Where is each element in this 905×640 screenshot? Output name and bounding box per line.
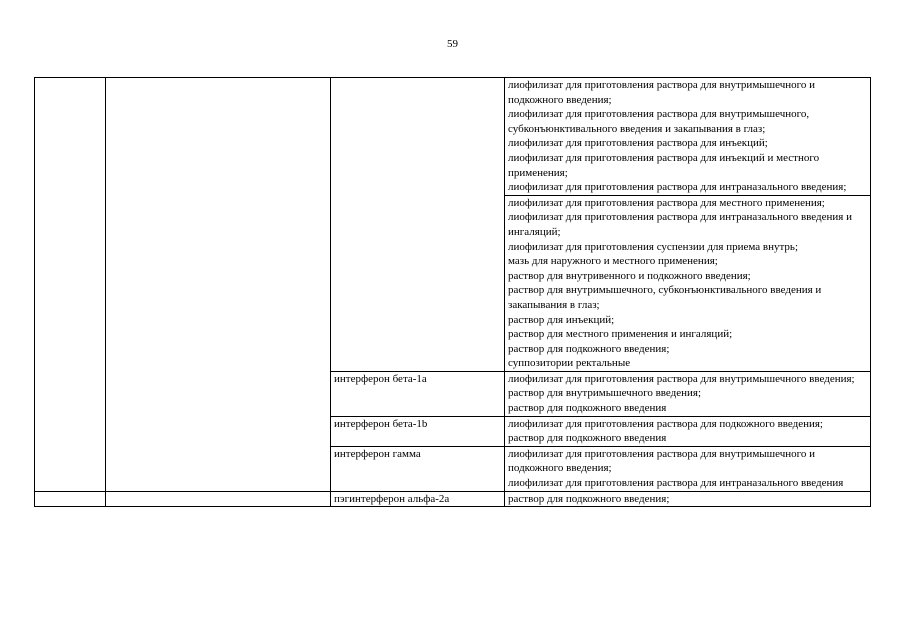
dosage-form: лиофилизат для приготовления раствора для внутримышечного, субконъюнктивального введения и закапывания в глаз; xyxy=(508,108,810,135)
table-row xyxy=(35,78,871,196)
dosage-form: раствор для подкожного введения; xyxy=(508,492,670,505)
atc-code-cell xyxy=(35,491,106,507)
dosage-form: раствор для внутривенного и подкожного введения; xyxy=(508,269,751,282)
dosage-form: мазь для наружного и местного применения; xyxy=(508,255,718,268)
dosage-form: лиофилизат для приготовления раствора для интраназального введения и ингаляций; xyxy=(508,211,852,238)
dosage-form: лиофилизат для приготовления раствора для внутримышечного введения; xyxy=(508,372,855,385)
dosage-form: лиофилизат для приготовления раствора для интраназального введения; xyxy=(508,181,847,194)
dosage-forms-cell xyxy=(505,371,871,416)
dosage-forms-cell xyxy=(505,416,871,446)
drug-name-cell: интерферон гамма xyxy=(331,446,505,491)
dosage-form: лиофилизат для приготовления раствора для внутримышечного и подкожного введения; xyxy=(508,447,816,475)
drug-name-cell: пэгинтерферон альфа-2a xyxy=(331,491,505,507)
dosage-form: лиофилизат для приготовления раствора для подкожного введения; xyxy=(508,417,823,430)
dosage-form: суппозитории ректальные xyxy=(508,357,631,370)
dosage-form: лиофилизат для приготовления раствора для местного применения; xyxy=(508,196,825,209)
dosage-forms-cell xyxy=(505,491,871,507)
dosage-form: раствор для местного применения и ингаляций; xyxy=(508,328,733,341)
drug-table xyxy=(34,77,871,507)
dosage-form: раствор для подкожного введения; xyxy=(508,342,670,355)
group-name-cell xyxy=(106,78,331,492)
drug-name-cell: интерферон бета-1b xyxy=(331,416,505,446)
dosage-form: раствор для инъекций; xyxy=(508,313,615,326)
drug-name-cell xyxy=(331,78,505,372)
dosage-form: раствор для подкожного введения xyxy=(508,402,667,415)
dosage-form: лиофилизат для приготовления раствора для инъекций; xyxy=(508,137,768,150)
dosage-forms-cell xyxy=(505,78,871,196)
group-name-cell xyxy=(106,491,331,507)
drug-name-cell: интерферон бета-1a xyxy=(331,371,505,416)
table-row xyxy=(35,491,871,507)
atc-code-cell xyxy=(35,78,106,492)
dosage-forms-cell xyxy=(505,195,871,371)
dosage-form: лиофилизат для приготовления раствора для интраназального введения xyxy=(508,477,844,490)
dosage-form: лиофилизат для приготовления раствора для инъекций и местного применения; xyxy=(508,151,820,179)
dosage-form: лиофилизат для приготовления суспензии для приема внутрь; xyxy=(508,240,799,253)
dosage-form: раствор для внутримышечного, субконъюнктивального введения и закапывания в глаз; xyxy=(508,284,822,311)
page-number: 59 xyxy=(447,38,458,50)
dosage-form: раствор для подкожного введения xyxy=(508,432,667,445)
dosage-forms-cell xyxy=(505,446,871,491)
dosage-form: раствор для внутримышечного введения; xyxy=(508,387,702,400)
dosage-form: лиофилизат для приготовления раствора для внутримышечного и подкожного введения; xyxy=(508,79,816,106)
